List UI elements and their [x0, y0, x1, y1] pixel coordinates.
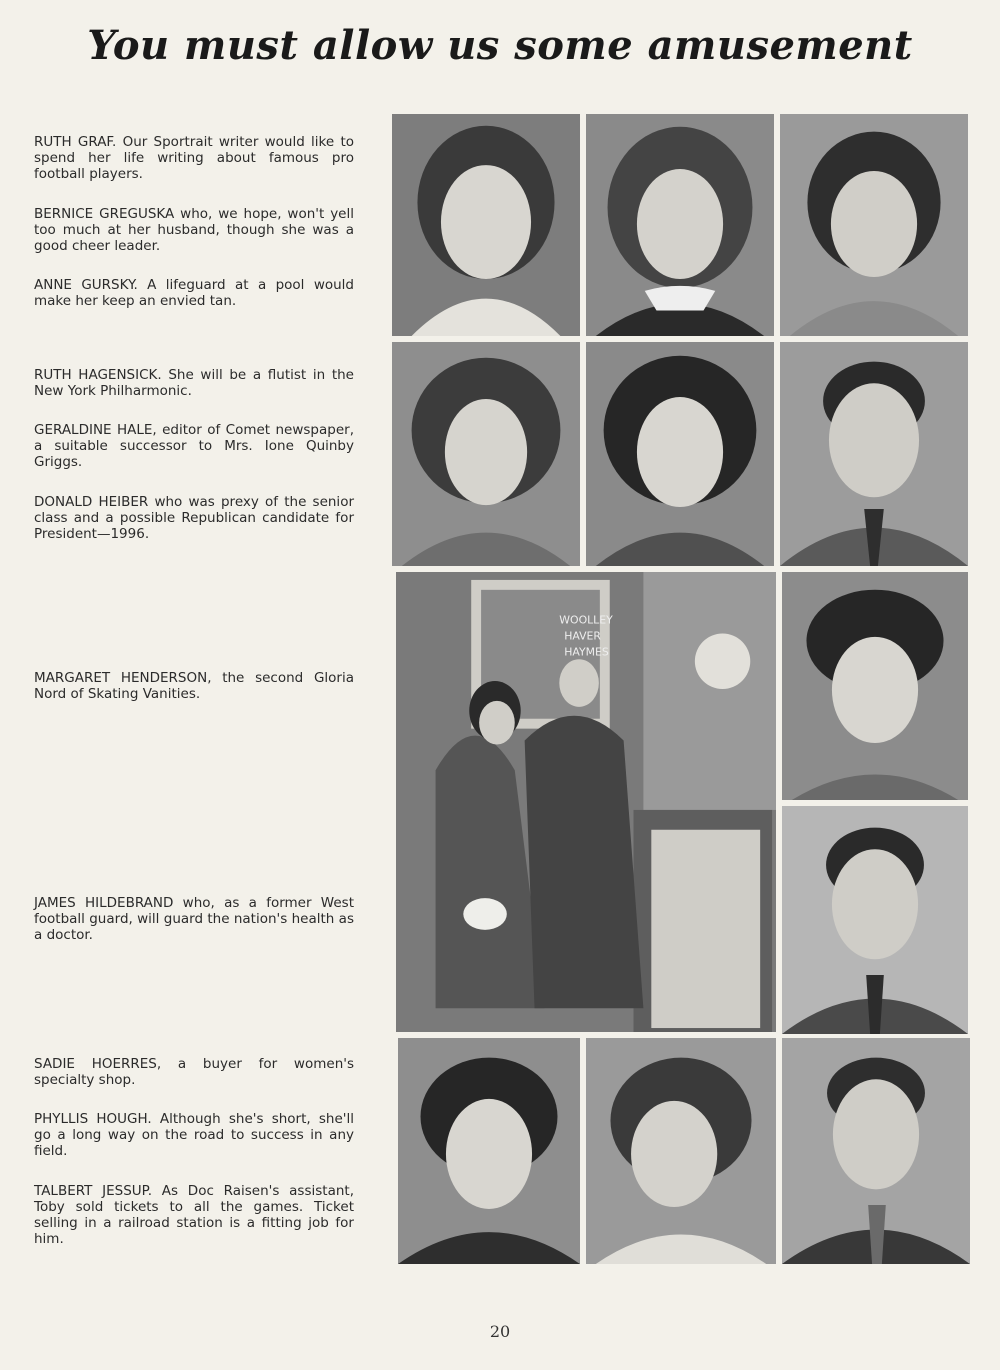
portrait-ruth-graf	[390, 112, 582, 338]
bio-bernice-greguska: BERNICE GREGUSKA who, we hope, won't yell too much at her husband, though she was a good cheer leader.	[34, 206, 354, 254]
bio-margaret-henderson: MARGARET HENDERSON, the second Gloria Nord of Skating Vanities.	[34, 670, 354, 702]
bio-talbert-jessup: TALBERT JESSUP. As Doc Raisen's assistant, Toby sold tickets to all the games. Ticket selling in a railroad station is a fitting job for him.	[34, 1183, 354, 1247]
bio-anne-gursky: ANNE GURSKY. A lifeguard at a pool would make her keep an envied tan.	[34, 277, 354, 309]
portrait-geraldine-hale	[584, 340, 776, 568]
bio-sadie-hoerres: SADIE HOERRES, a buyer for women's specialty shop.	[34, 1056, 354, 1088]
portrait-bernice-greguska	[584, 112, 776, 338]
bio-phyllis-hough: PHYLLIS HOUGH. Although she's short, she'll go a long way on the road to success in any field.	[34, 1111, 354, 1159]
bio-ruth-hagensick: RUTH HAGENSICK. She will be a flutist in the New York Philharmonic.	[34, 367, 354, 399]
portrait-james-hildebrand	[780, 804, 970, 1036]
bio-geraldine-hale: GERALDINE HALE, editor of Comet newspaper, a suitable successor to Mrs. Ione Quinby Griggs.	[34, 422, 354, 470]
portrait-phyllis-hough	[584, 1036, 778, 1266]
bio-ruth-graf: RUTH GRAF. Our Sportrait writer would like to spend her life writing about famous pro football players.	[34, 134, 354, 182]
poster-text-1: WOOLLEY	[559, 613, 613, 627]
candid-photo-theater	[394, 570, 778, 1034]
bio-james-hildebrand: JAMES HILDEBRAND who, as a former West football guard, will guard the nation's health as a doctor.	[34, 895, 354, 943]
portrait-ruth-hagensick	[390, 340, 582, 568]
portrait-sadie-hoerres	[396, 1036, 582, 1266]
portrait-donald-heiber	[778, 340, 970, 568]
bio-donald-heiber: DONALD HEIBER who was prexy of the senior class and a possible Republican candidate for President—1996.	[34, 494, 354, 542]
portrait-anne-gursky	[778, 112, 970, 338]
poster-text-2: HAVER	[564, 629, 601, 643]
portrait-talbert-jessup	[780, 1036, 972, 1266]
page-title: You must allow us some amusement	[87, 22, 913, 69]
portrait-margaret-henderson	[780, 570, 970, 802]
poster-text-3: HAYMES	[564, 645, 609, 659]
page-number: 20	[489, 1322, 511, 1341]
